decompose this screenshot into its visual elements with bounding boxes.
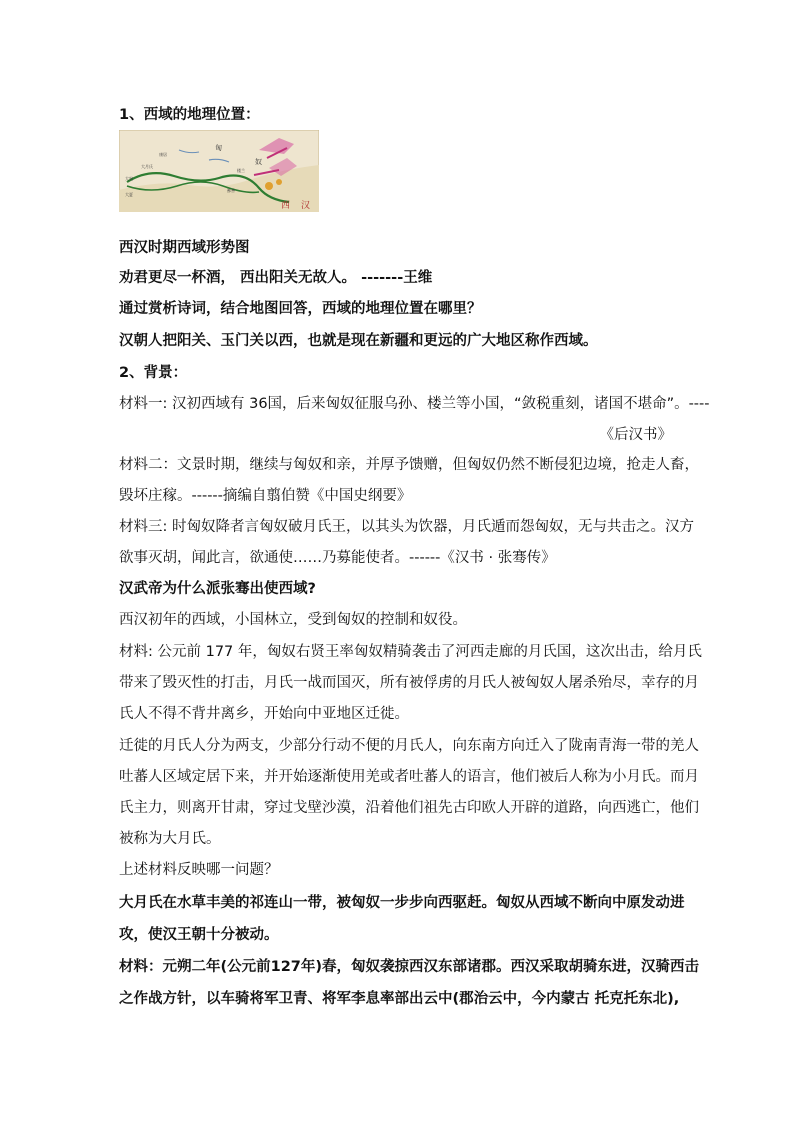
map-caption: 西汉时期西域形势图 (119, 240, 250, 256)
map-label-xi: 西 (281, 201, 291, 211)
para-line3: 氏主力，则离开甘肃，穿过戈壁沙漠，沿着他们祖先古印欧人开辟的道路，向西逃亡，他们 (119, 800, 699, 816)
material2-line1: 材料二：文景时期，继续与匈奴和亲，并厚予馈赠，但匈奴仍然不断侵犯边境，抢走人畜， (119, 457, 699, 473)
map-label-kangju: 康居 (159, 152, 167, 157)
material5-line1: 材料：元朔二年(公元前127年)春，匈奴袭掠西汉东部诸郡。西汉采取胡骑东进，汉骑西击 (119, 959, 700, 975)
western-regions-map (119, 130, 319, 212)
para-line1: 迁徙的月氏人分为两支，少部分行动不便的月氏人，向东南方向迁入了陇南青海一带的羌人 (119, 738, 699, 754)
section2-heading: 2、背景： (119, 365, 188, 381)
question-zhangqian: 汉武帝为什么派张骞出使西域? (119, 581, 316, 597)
material3-line1: 材料三: 时匈奴降者言匈奴破月氏王，以其头为饮器，月氏遁而怨匈奴，无与共击之。汉方 (119, 519, 694, 535)
material5-line2: 之作战方针，以车骑将军卫青、将军李息率部出云中(郡治云中，今内蒙古 托克托东北), (119, 991, 680, 1007)
material2-line2: 毁坏庄稼。------摘编自翦伯赞《中国史纲要》 (119, 488, 412, 504)
para-line2: 吐蕃人区域定居下来，并开始逐渐使用羌或者吐蕃人的语言，他们被后人称为小月氏。而月 (119, 769, 699, 785)
map-label-dayuezhi: 大月氏 (141, 164, 153, 169)
answer-reflect-line1: 大月氏在水草丰美的祁连山一带，被匈奴一步步向西驱赶。匈奴从西域不断向中原发动进 (119, 895, 685, 911)
map-label-han: 汉 (301, 201, 311, 211)
para-line4: 被称为大月氏。 (119, 831, 221, 847)
material4-line1: 材料: 公元前 177 年，匈奴右贤王率匈奴精骑袭击了河西走廊的月氏国，这次出击，给月氏 (119, 644, 702, 660)
map-label-xiong: 匈 (215, 144, 222, 152)
map-label-dawan: 大宛 (125, 176, 133, 181)
material1-source: 《后汉书》 (599, 427, 672, 443)
material3-line2: 欲事灭胡，闻此言，欲通使……乃募能使者。------《汉书 · 张骞传》 (119, 550, 556, 566)
material4-line2: 带来了毁灭性的打击，月氏一战而国灭，所有被俘虏的月氏人被匈奴人屠杀殆尽，幸存的月 (119, 675, 699, 691)
answer-zhangqian: 西汉初年的西域，小国林立，受到匈奴的控制和奴役。 (119, 612, 467, 628)
answer-reflect-line2: 攻，使汉王朝十分被动。 (119, 927, 279, 943)
answer-location: 汉朝人把阳关、玉门关以西，也就是现在新疆和更远的广大地区称作西域。 (119, 333, 598, 349)
question-location: 通过赏析诗词，结合地图回答，西域的地理位置在哪里？ (119, 301, 482, 317)
material4-line3: 氏人不得不背井离乡，开始向中亚地区迁徙。 (119, 706, 409, 722)
map-label-loulan: 楼兰 (237, 168, 245, 173)
question-reflect: 上述材料反映哪一问题？ (119, 862, 279, 878)
map-label-daxia: 大夏 (125, 192, 133, 197)
material1-line1: 材料一: 汉初西域有 36国，后来匈奴征服乌孙、楼兰等小国，“敛税重刻，诸国不堪命”。---- (119, 396, 710, 412)
poem-line: 劝君更尽一杯酒， 西出阳关无故人。 -------王维 (119, 270, 433, 286)
map-label-shanshan: 鄯善 (227, 188, 235, 193)
map-label-nu: 奴 (255, 158, 262, 166)
section1-heading: 1、西域的地理位置： (119, 107, 260, 123)
